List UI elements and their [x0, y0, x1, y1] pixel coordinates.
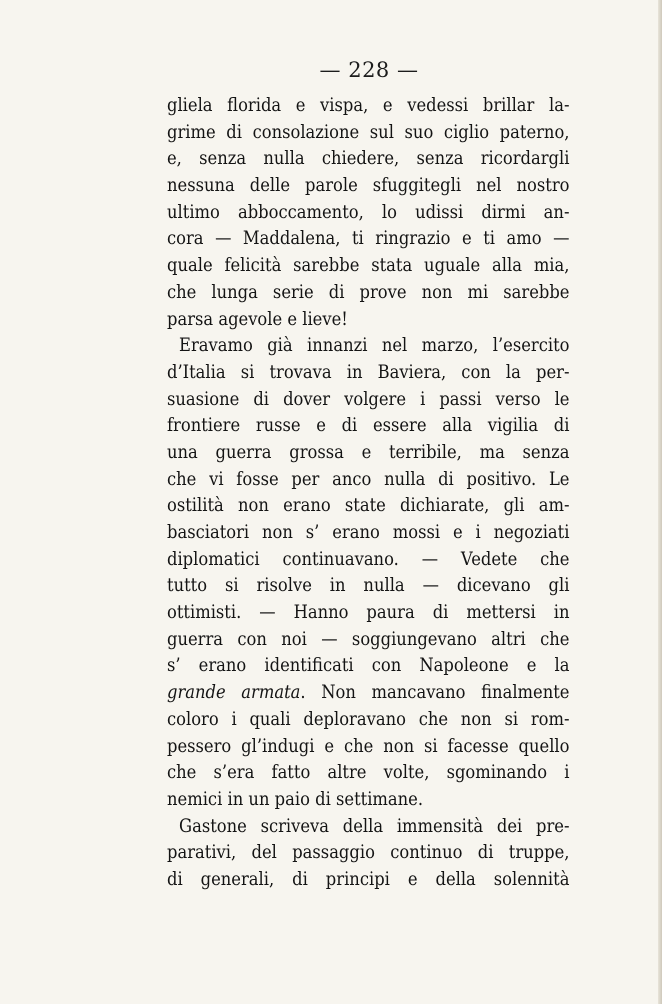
- text-line: quale felicità sarebbe stata uguale alla mia,: [167, 254, 570, 277]
- text-segment: . Non mancavano finalmente: [300, 681, 570, 704]
- text-line: e, senza nulla chiedere, senza ricordargli: [167, 147, 570, 170]
- text-line: grime di consolazione sul suo ciglio paterno,: [167, 120, 570, 143]
- text-line-with-italic: [167, 679, 569, 706]
- text-line: gliela florida e vispa, e vedessi brillar la-: [167, 94, 570, 116]
- text-line: tutto si risolve in nulla — dicevano gli: [167, 574, 570, 597]
- text-line: pessero gl’indugi e che non si facesse quello: [167, 734, 570, 757]
- paragraph-start-line: Gastone scriveva della immensità dei pre-: [179, 814, 570, 837]
- text-line: una guerra grossa e terribile, ma senza: [167, 440, 570, 463]
- text-line: diplomatici continuavano. — Vedete che: [167, 547, 570, 570]
- paragraph-end-line: nemici in un paio di settimane.: [167, 787, 424, 810]
- text-line: guerra con noi — soggiungevano altri che: [167, 627, 570, 650]
- page-number: — 228 —: [319, 58, 419, 82]
- paragraph-end-line: parsa agevole e lieve!: [167, 307, 348, 330]
- text-line: s’ erano identificati con Napoleone e la: [167, 654, 570, 677]
- text-line: parativi, del passaggio continuo di truppe,: [167, 841, 570, 864]
- page-edge: [658, 0, 662, 1004]
- text-line: di generali, di principi e della solennità: [167, 867, 570, 890]
- text-line: coloro i quali deploravano che non si rom-: [167, 707, 570, 730]
- paragraph-start-line: Eravamo già innanzi nel marzo, l’esercito: [179, 334, 570, 357]
- text-line: che vi fosse per anco nulla di positivo. Le: [167, 467, 570, 490]
- text-line: ultimo abboccamento, lo udissi dirmi an-: [167, 200, 570, 223]
- text-line: frontiere russe e di essere alla vigilia di: [167, 414, 570, 437]
- text-line: nessuna delle parole sfuggitegli nel nostro: [167, 174, 570, 197]
- text-line: che s’era fatto altre volte, sgominando i: [167, 761, 570, 784]
- text-line: cora — Maddalena, ti ringrazio e ti amo —: [167, 227, 570, 250]
- text-line: ostilità non erano state dichiarate, gli am-: [167, 494, 570, 517]
- text-line: ottimisti. — Hanno paura di mettersi in: [167, 601, 570, 624]
- text-line: che lunga serie di prove non mi sarebbe: [167, 280, 570, 303]
- text-line: d’Italia si trovava in Baviera, con la per-: [167, 360, 570, 383]
- text-line: basciatori non s’ erano mossi e i negoziati: [167, 521, 570, 543]
- body-text: [167, 92, 570, 893]
- text-line: suasione di dover volgere i passi verso le: [167, 387, 570, 410]
- italic-phrase: grande armata: [167, 681, 301, 704]
